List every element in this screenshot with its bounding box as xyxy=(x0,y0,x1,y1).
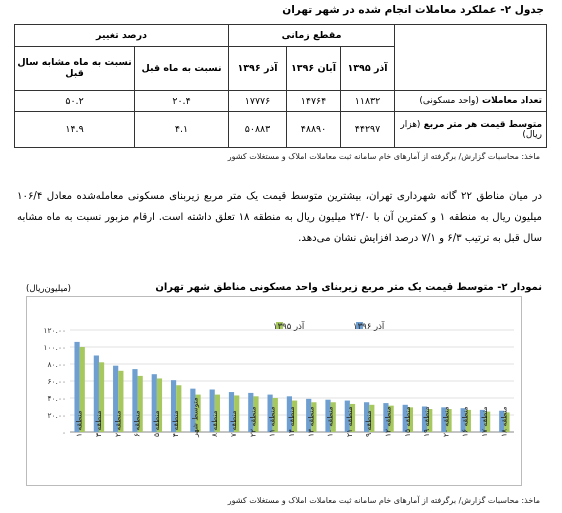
cell-aban96: ۱۴۷۶۴ xyxy=(287,90,341,112)
y-tick-label: ۴۰.۰۰ xyxy=(47,394,66,403)
col-vs-prev-month: نسبت به ماه قبل xyxy=(135,46,229,90)
y-tick-label: ۲۰.۰۰ xyxy=(47,411,66,420)
x-tick-label: منطقه ۱۷ xyxy=(480,406,490,437)
x-tick-label: منطقه ۱۶ xyxy=(460,406,470,437)
x-tick-label: منطقه ۱۵ xyxy=(402,406,412,437)
row-sublabel: (واحد مسکونی) xyxy=(419,96,479,106)
cell-azar95: ۱۱۸۳۲ xyxy=(341,90,395,112)
period-header: مقطع زمانی xyxy=(229,25,395,47)
row-sublabel: (هزار ریال) xyxy=(400,119,543,140)
y-tick-label: ۰ xyxy=(61,428,66,437)
table-row xyxy=(15,112,547,148)
chart-title: نمودار ۲- متوسط قیمت یک متر مربع زیربنای واحد مسکونی مناطق شهر تهران xyxy=(155,282,542,293)
x-tick-label: منطقه ۱۰ xyxy=(325,406,335,437)
x-tick-label: منطقه ۷ xyxy=(229,410,239,437)
cell-azar96: ۵۰۸۸۳ xyxy=(229,112,287,148)
x-tick-label: متوسط شهر xyxy=(190,397,200,437)
col-azar96: آذر ۱۳۹۶ xyxy=(229,46,287,90)
table-source-note: ماخذ: محاسبات گزارش/ برگرفته از آمارهای خام سامانه ثبت معاملات املاک و مستغلات کشور xyxy=(227,152,540,161)
cell-vs-same: ۵۰.۲ xyxy=(15,90,135,112)
col-vs-same-month: نسبت به ماه مشابه سال قبل xyxy=(15,46,135,90)
x-tick-label: منطقه ۴ xyxy=(171,410,181,437)
x-tick-label: منطقه ۲۲ xyxy=(248,406,258,437)
x-tick-label: منطقه ۱۱ xyxy=(267,406,277,437)
change-header: درصد تغییر xyxy=(15,25,229,47)
x-tick-label: منطقه ۲ xyxy=(113,410,123,437)
cell-azar95: ۴۴۲۹۷ xyxy=(341,112,395,148)
y-tick-label: ۱۰۰.۰۰ xyxy=(43,343,66,352)
x-tick-label: منطقه ۱۸ xyxy=(499,406,509,437)
x-tick-label: منطقه ۱۹ xyxy=(422,406,432,437)
col-aban96: آبان ۱۳۹۶ xyxy=(287,46,341,90)
table-row xyxy=(15,90,547,112)
x-tick-label: منطقه ۱ xyxy=(74,410,84,437)
x-tick-label: منطقه ۹ xyxy=(364,410,374,437)
x-tick-label: منطقه ۸ xyxy=(209,410,219,437)
chart-source-note: ماخذ: محاسبات گزارش/ برگرفته از آمارهای خام سامانه ثبت معاملات املاک و مستغلات کشور xyxy=(227,496,540,505)
legend-label: آذر ۱۳۹۵ xyxy=(273,322,305,332)
col-azar95: آذر ۱۳۹۵ xyxy=(341,46,395,90)
x-tick-label: منطقه ۲۰ xyxy=(441,406,451,437)
transactions-table xyxy=(14,24,547,148)
table-corner xyxy=(395,25,547,91)
cell-vs-same: ۱۴.۹ xyxy=(15,112,135,148)
x-tick-label: منطقه ۲۱ xyxy=(344,406,354,437)
y-tick-label: ۶۰.۰۰ xyxy=(47,377,66,386)
x-tick-label: منطقه ۱۲ xyxy=(383,406,393,437)
y-tick-label: ۸۰.۰۰ xyxy=(47,360,66,369)
cell-aban96: ۴۸۸۹۰ xyxy=(287,112,341,148)
x-tick-label: منطقه ۶ xyxy=(132,410,142,437)
x-tick-label: منطقه ۵ xyxy=(151,410,161,437)
x-tick-label: منطقه ۳ xyxy=(93,410,103,437)
body-paragraph: در میان مناطق ۲۲ گانه شهرداری تهران، بیشترین متوسط قیمت یک متر مربع زیربنای مسکونی معامله‌شده معادل ۱۰۶/۴ میلیون ریال به منطقه ۱ و کمترین آن با ۲۴/۰ میلیون ریال به منطقه ۱۸ تعلق داشته است. ارقام مزبور نسبت به ماه مشابه سال قبل به ترتیب ۶/۳ و ۷/۱ درصد افزایش نشان می‌دهد. xyxy=(17,191,542,244)
chart-unit-label: (میلیون‌ریال) xyxy=(26,284,71,294)
legend-label: آذر ۱۳۹۶ xyxy=(353,322,385,332)
y-tick-label: ۱۲۰.۰۰ xyxy=(43,326,66,335)
cell-azar96: ۱۷۷۷۶ xyxy=(229,90,287,112)
cell-vs-prev: ۴.۱ xyxy=(135,112,229,148)
cell-vs-prev: ۲۰.۴ xyxy=(135,90,229,112)
bar-chart xyxy=(26,296,522,486)
row-label: تعداد معاملات xyxy=(482,96,543,106)
x-tick-label: منطقه ۱۳ xyxy=(306,406,316,437)
table-title: جدول ۲- عملکرد معاملات انجام شده در شهر تهران xyxy=(282,4,544,16)
row-label: متوسط قیمت هر متر مربع xyxy=(423,119,543,130)
x-tick-label: منطقه ۱۴ xyxy=(287,406,296,437)
